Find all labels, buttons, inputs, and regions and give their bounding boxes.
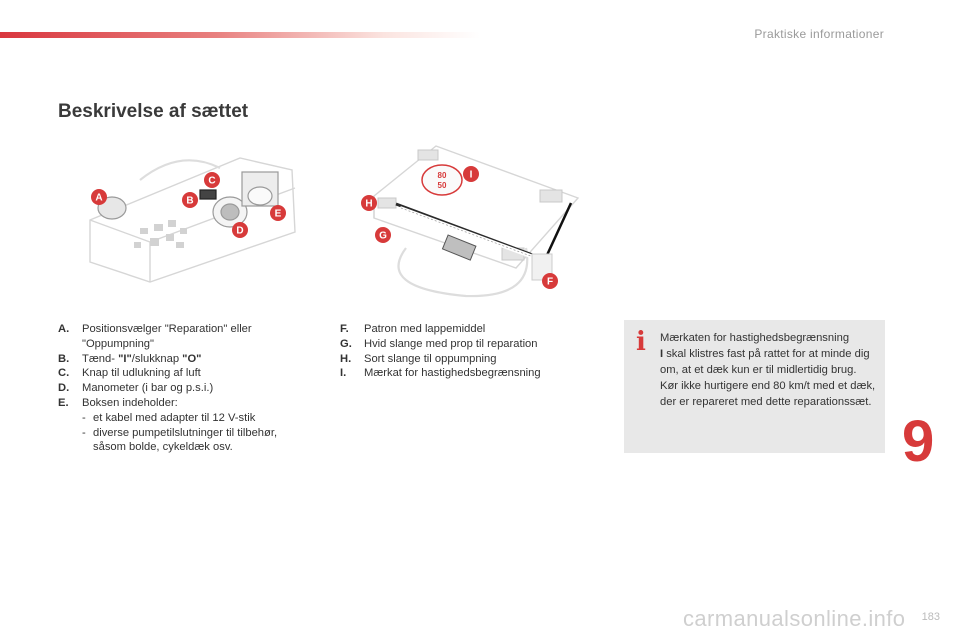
item-text: Mærkat for hastighedsbegrænsning (364, 367, 541, 380)
item-key: B. (58, 352, 70, 365)
item-text: Positionsvælger "Reparation" eller "Oppumpning" (82, 323, 252, 350)
list-item (340, 352, 580, 367)
sub-item-text: diverse pumpetilslutninger til tilbehør, såsom bolde, cykeldæk osv. (93, 426, 278, 454)
page-title: Beskrivelse af sættet (58, 101, 249, 122)
item-key: H. (340, 352, 352, 365)
callout-g: G (379, 230, 387, 242)
list-item (58, 396, 310, 411)
sub-item-text: et kabel med adapter til 12 V-stik (93, 411, 256, 424)
page-number: 183 (921, 611, 940, 623)
callout-c: C (208, 175, 216, 187)
sub-item-dash: - (82, 426, 86, 439)
item-text-bold-on: "I" (118, 352, 132, 365)
legend-list-right (340, 322, 580, 381)
info-line-1: Mærkaten for hastighedsbegrænsning (660, 332, 850, 344)
item-key: G. (340, 337, 352, 350)
list-item (58, 366, 310, 381)
compressor-kit-drawing (80, 150, 305, 285)
item-text: Boksen indeholder: (82, 396, 178, 409)
list-item (58, 352, 310, 367)
item-text-mid: /slukknap (131, 352, 183, 365)
info-icon: i (636, 327, 646, 357)
sub-list-item (58, 411, 310, 426)
callout-a: A (95, 192, 103, 204)
kit-illustration-left (80, 150, 305, 285)
sticker-value-80: 80 (437, 171, 447, 180)
item-text: Sort slange til oppumpning (364, 352, 497, 365)
item-key: C. (58, 367, 70, 380)
info-line-3: Kør ikke hurtigere end 80 km/t med et dæk, der er repareret med dette reparationssæt. (660, 380, 876, 408)
item-key: D. (58, 382, 70, 395)
list-item (340, 322, 580, 337)
item-text: Knap til udlukning af luft (82, 367, 201, 380)
chapter-number: 9 (902, 409, 935, 474)
list-item (58, 322, 310, 352)
sub-list-item (58, 426, 310, 456)
list-item (58, 381, 310, 396)
item-text (82, 352, 310, 367)
callout-e: E (274, 208, 282, 220)
info-text (660, 330, 878, 410)
item-text: Manometer (i bar og p.s.i.) (82, 382, 214, 395)
top-accent-bar (0, 32, 480, 38)
item-text-pre: Tænd- (82, 352, 119, 365)
list-item (340, 337, 580, 352)
callout-f: F (546, 276, 554, 288)
item-key: F. (340, 323, 349, 335)
item-key: E. (58, 396, 69, 409)
callout-d: D (236, 225, 244, 237)
watermark: carmanualsonline.info (683, 606, 906, 631)
callout-b: B (186, 195, 194, 207)
kit-underside-drawing (356, 138, 586, 298)
item-text: Hvid slange med prop til reparation (364, 337, 538, 350)
info-box (624, 320, 885, 453)
list-item (340, 366, 580, 381)
item-key: I. (340, 367, 347, 380)
section-title: Praktiske informationer (754, 27, 884, 41)
callout-i: I (469, 169, 473, 181)
sticker-value-50: 50 (437, 181, 447, 190)
item-key: A. (58, 323, 70, 335)
sub-item-dash: - (82, 411, 86, 424)
item-text: Patron med lappemiddel (364, 323, 486, 335)
info-line-2: skal klistres fast på rattet for at minde dig om, at et dæk kun er til midlertidig brug. (660, 348, 870, 376)
legend-list-left (58, 322, 310, 455)
callout-h: H (365, 198, 373, 210)
speed-sticker (422, 165, 462, 195)
info-bold-letter: I (660, 348, 664, 360)
item-text-bold-off: "O" (182, 352, 202, 365)
kit-illustration-right (356, 138, 586, 298)
